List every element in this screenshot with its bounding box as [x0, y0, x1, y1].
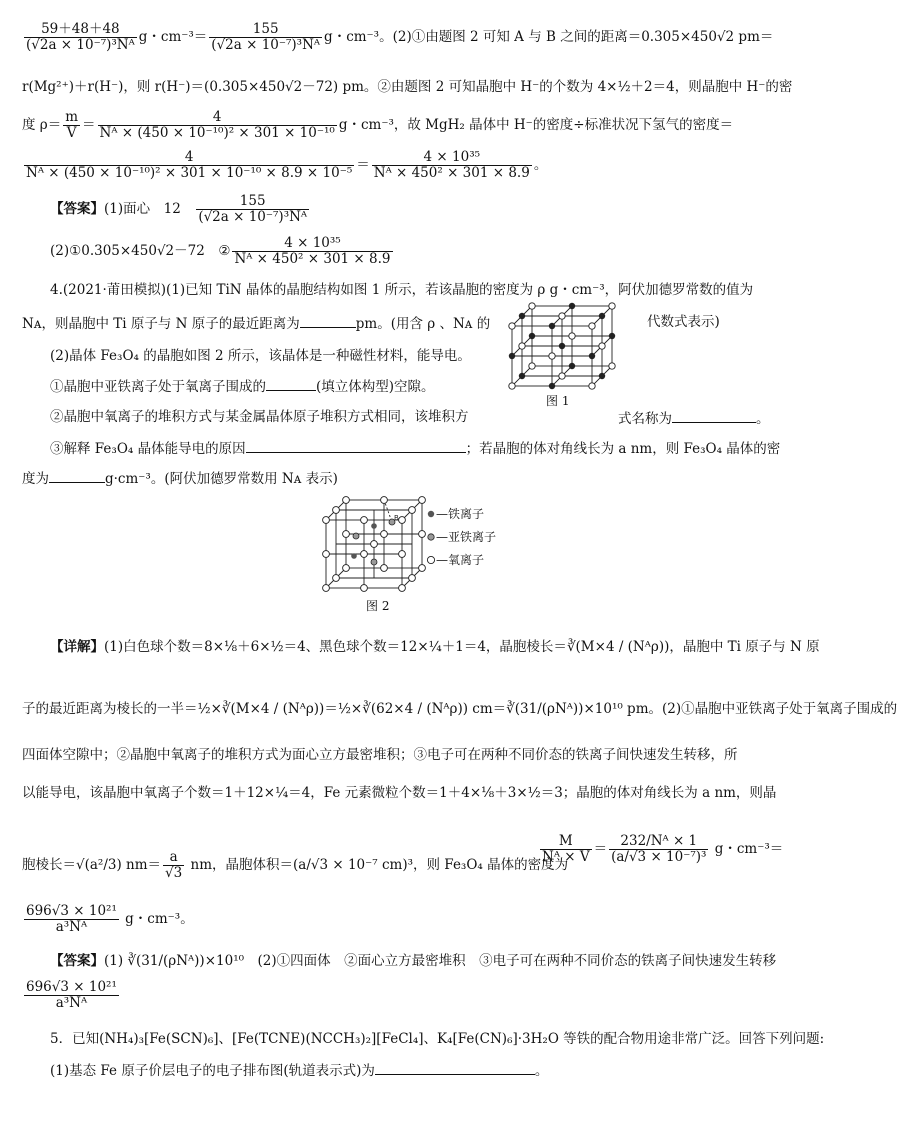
- fraction: $\frac{\text{4 × 10³⁵}}{\text{Nᴬ × 450² × 301 × 8.9}}$: [373, 149, 530, 181]
- q4-line-5-tail: 式名称为 。: [618, 408, 770, 428]
- figure-1-caption: 图 1: [546, 394, 570, 408]
- detail-line-1: 【详解】(1)白色球个数＝8×⅛＋6×½＝4、黑色球个数＝12×¼＋1＝4，晶胞棱长＝∛(M×4 / (Nᴬρ))，晶胞中 Ti 原子与 N 原: [50, 639, 820, 655]
- legend-ferrous: —亚铁离子: [436, 530, 497, 544]
- ferric-ion-legend-icon: [428, 511, 434, 517]
- solution-line-1: $\frac{59+48+48}{\text{(√2a × 10⁻⁷)³Nᴬ}}$ g・cm⁻³＝ $\frac{155}{\text{(√2a × 10⁻⁷)³Nᴬ}}$ g・cm⁻³。(2)①由题图 2 可知 A 与 B 之间的距离＝0.305×450√2 pm＝: [26, 21, 774, 53]
- q5-line-1: 5．已知(NH₄)₃[Fe(SCN)₆]、[Fe(TCNE)(NCCH₃)₂][FeCl₄]、K₄[Fe(CN)₆]·3H₂O 等铁的配合物用途非常广泛。回答下列问题:: [50, 1031, 825, 1047]
- q4-line-5: ②晶胞中氧离子的堆积方式与某金属晶体原子堆积方式相同，该堆积方: [50, 409, 469, 425]
- figure-2-caption: 图 2: [366, 599, 390, 613]
- q4-line-7: 度为 g·cm⁻³。(阿伏加德罗常数用 Nᴀ 表示): [22, 468, 772, 488]
- solution-line-3: 度 ρ＝ $\frac{m}{V}$ ＝ $\frac{4}{\text{Nᴬ × (450 × 10⁻¹⁰)² × 301 × 10⁻¹⁰}}$ g・cm⁻³，故 MgH₂ 晶体中 H⁻的密度÷标准状况下氢气的密度＝: [22, 109, 734, 141]
- fraction: $\frac{\text{4 × 10³⁵}}{\text{Nᴬ × 450² × 301 × 8.9}}$: [234, 235, 391, 267]
- solution-line-2: r(Mg²⁺)＋r(H⁻)，则 r(H⁻)＝(0.305×450√2－72) pm。②由题图 2 可知晶胞中 H⁻的个数为 4×½＋2＝4，则晶胞中 H⁻的密: [22, 79, 793, 95]
- q4-line-4: ①晶胞中亚铁离子处于氧离子围成的 (填立体构型)空隙。: [50, 376, 772, 396]
- detail-line-5-density: $\frac{M}{\text{Nᴬ × V}}$ ＝ $\frac{\text{232/Nᴬ × 1}}{\text{(a/√3 × 10⁻⁷)³}}$ g・cm⁻³＝: [542, 833, 784, 865]
- fraction: $\frac{\text{232/Nᴬ × 1}}{\text{(a/√3 × 10⁻⁷)³}}$: [611, 833, 707, 865]
- answer-blank[interactable]: [300, 313, 356, 328]
- answer-blank[interactable]: [49, 468, 105, 483]
- fraction: $\frac{59+48+48}{\text{(√2a × 10⁻⁷)³Nᴬ}}$: [26, 21, 135, 53]
- fraction: $\frac{\text{696√3 × 10²¹}}{\text{a³Nᴬ}}$: [26, 903, 117, 935]
- fraction: $\frac{M}{\text{Nᴬ × V}}$: [542, 833, 590, 865]
- solution-line-4: $\frac{4}{\text{Nᴬ × (450 × 10⁻¹⁰)² × 301 × 10⁻¹⁰ × 8.9 × 10⁻⁵}}$ ＝ $\frac{\text{4 × 10³⁵}}{\text{Nᴬ × 450² × 301 × 8.9}}$ 。: [26, 149, 548, 181]
- answer-label: 【答案】: [50, 201, 104, 217]
- answer-2-line-2: [22, 980, 772, 1011]
- fraction: $\frac{\text{696√3 × 10²¹}}{\text{a³Nᴬ}}$: [26, 979, 117, 1011]
- answer-blank[interactable]: [672, 408, 756, 423]
- q4-line-6: ③解释 Fe₃O₄ 晶体能导电的原因 ；若晶胞的体对角线长为 a nm，则 Fe₃O₄ 晶体的密: [50, 438, 772, 458]
- detail-line-4: 以能导电，该晶胞中氧离子个数＝1＋12×¼＝4，Fe 元素微粒个数＝1＋4×⅛＋3×½＝3；晶胞的体对角线长为 a nm，则晶: [22, 785, 777, 801]
- ferrous-ion-legend-icon: [428, 534, 434, 540]
- legend-oxide: —氧离子: [436, 553, 485, 567]
- detail-label: 【详解】: [50, 639, 104, 655]
- q5-line-2: (1)基态 Fe 原子价层电子的电子排布图(轨道表示式)为 。: [50, 1060, 772, 1080]
- answer-2-line-1: 【答案】(1) ∛(31/(ρNᴬ))×10¹⁰ (2)①四面体 ②面心立方最密堆积 ③电子可在两种不同价态的铁离子间快速发生转移: [50, 953, 777, 969]
- q4-line-2-tail: 代数式表示): [647, 314, 720, 330]
- detail-line-2: 子的最近距离为棱长的一半＝½×∛(M×4 / (Nᴬρ))＝½×∛(62×4 / (Nᴬρ)) cm＝∛(31/(ρNᴬ))×10¹⁰ pm。(2)①晶胞中亚铁离子处于氧离子围成的: [22, 701, 897, 717]
- answer-line-1: 【答案】(1)面心 12 $\frac{155}{\text{(√2a × 10⁻⁷)³Nᴬ}}$: [50, 193, 308, 225]
- oxide-ion-legend-icon: [427, 556, 434, 563]
- fraction: $\frac{155}{\text{(√2a × 10⁻⁷)³Nᴬ}}$: [211, 21, 321, 53]
- fe3o4-unit-cell-diagram: [318, 492, 430, 596]
- q4-line-2: Nᴀ，则晶胞中 Ti 原子与 N 原子的最近距离为 pm。(用含 ρ 、Nᴀ 的: [22, 313, 772, 333]
- figure-2-label-b: B: [394, 514, 399, 522]
- fraction: $\frac{a}{√3}$: [165, 849, 183, 881]
- answer-line-2: (2)①0.305×450√2－72 ② $\frac{\text{4 × 10³⁵}}{\text{Nᴬ × 450² × 301 × 8.9}}$: [50, 235, 391, 267]
- answer-label: 【答案】: [50, 953, 104, 969]
- fraction: $\frac{m}{V}$: [65, 109, 79, 141]
- q4-line-1: 4.(2021·莆田模拟)(1)已知 TiN 晶体的晶胞结构如图 1 所示，若该晶胞的密度为 ρ g・cm⁻³，阿伏加德罗常数的值为: [50, 282, 754, 298]
- figure-2: [318, 492, 430, 596]
- answer-blank[interactable]: [266, 376, 316, 391]
- fraction: $\frac{155}{\text{(√2a × 10⁻⁷)³Nᴬ}}$: [198, 193, 308, 225]
- detail-line-5: 胞棱长＝√(a²/3) nm＝ $\frac{a}{√3}$ nm，晶胞体积＝(a/√3 × 10⁻⁷ cm)³，则 Fe₃O₄ 晶体的密度为: [22, 849, 569, 881]
- q4-line-3: (2)晶体 Fe₃O₄ 的晶胞如图 2 所示，该晶体是一种磁性材料，能导电。: [50, 348, 471, 364]
- fraction: $\frac{4}{\text{Nᴬ × (450 × 10⁻¹⁰)² × 301 × 10⁻¹⁰ × 8.9 × 10⁻⁵}}$: [26, 149, 353, 181]
- answer-blank[interactable]: [246, 438, 466, 453]
- answer-blank[interactable]: [375, 1060, 535, 1075]
- fraction: $\frac{4}{\text{Nᴬ × (450 × 10⁻¹⁰)² × 301 × 10⁻¹⁰}}$: [99, 109, 335, 141]
- detail-line-3: 四面体空隙中；②晶胞中氧离子的堆积方式为面心立方最密堆积；③电子可在两种不同价态的铁离子间快速发生转移，所: [22, 747, 738, 763]
- detail-line-6: $\frac{\text{696√3 × 10²¹}}{\text{a³Nᴬ}}$ g・cm⁻³。: [26, 903, 194, 935]
- legend-ferric: —铁离子: [436, 507, 485, 521]
